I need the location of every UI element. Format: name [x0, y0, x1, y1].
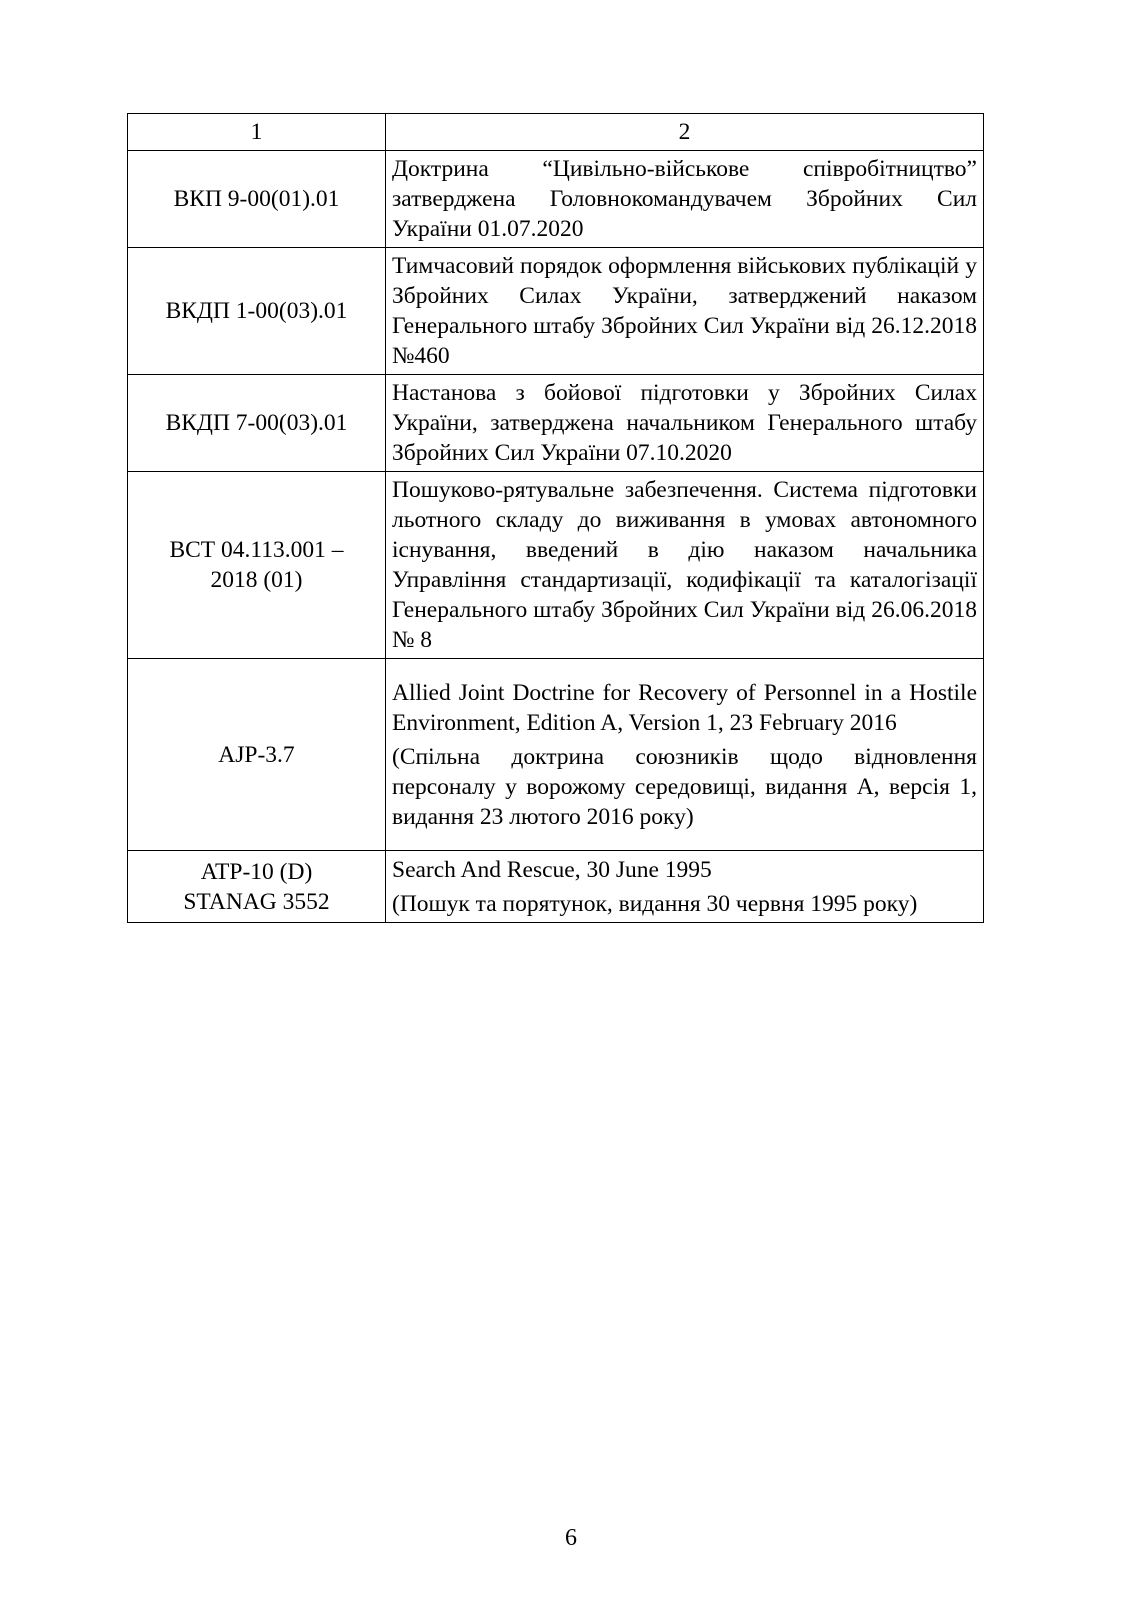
document-description-cell — [386, 659, 984, 851]
table-row — [128, 472, 984, 659]
document-description-cell — [386, 851, 984, 923]
document-code: ВКДП 1-00(03).01 — [165, 298, 348, 324]
document-description-translation: (Спільна доктрина союзників щодо відновлення персоналу у ворожому середовищі, видання А, версія 1, видання 23 лютого 2016 року) — [392, 743, 977, 830]
table-header-row — [128, 114, 984, 151]
document-code: ВКП 9-00(01).01 — [173, 186, 340, 212]
header-cell-2: 2 — [386, 114, 984, 151]
document-description-original: Allied Joint Doctrine for Recovery of Personnel in a Hostile Environment, Edition A, Version 1, 23 February 2016 — [392, 679, 977, 736]
document-description: Пошуково-рятувальне забезпечення. Система підготовки льотного складу до виживання в умовах автономного існування, введений в дію наказом начальника Управління стандартизації, кодифікації та каталогізації Генерального штабу Збройних Сил України від 26.06.2018 № 8 — [392, 477, 977, 653]
document-code-cell — [128, 851, 386, 923]
document-code-cell — [128, 151, 386, 248]
table-row — [128, 151, 984, 248]
document-description-cell — [386, 375, 984, 472]
document-description: Настанова з бойової підготовки у Збройних Силах України, затверджена начальником Генерального штабу Збройних Сил України 07.10.2020 — [392, 380, 977, 466]
table-row — [128, 659, 984, 851]
document-description-translation: (Пошук та порятунок, видання 30 червня 1995 року) — [392, 890, 918, 917]
header-cell-1: 1 — [128, 114, 386, 151]
document-code: ВКДП 7-00(03).01 — [165, 410, 348, 436]
document-code-cell — [128, 248, 386, 375]
document-description: Доктрина “Цивільно-військове співробітництво” затверджена Головнокомандувачем Збройних Сил України 01.07.2020 — [392, 156, 977, 242]
document-code: AJP-3.7 — [218, 741, 295, 768]
document-description-cell — [386, 151, 984, 248]
document-code-line-1: ВСТ 04.113.001 – — [169, 537, 344, 563]
document-description-original: Search And Rescue, 30 June 1995 — [392, 856, 712, 883]
table-row — [128, 375, 984, 472]
document-code-line-2: STANAG 3552 — [183, 888, 330, 915]
table-row — [128, 851, 984, 923]
document-code-line-1: ATP-10 (D) — [200, 858, 313, 885]
document-code-cell — [128, 375, 386, 472]
document-description: Тимчасовий порядок оформлення військових публікацій у Збройних Силах України, затверджений наказом Генерального штабу Збройних Сил України від 26.12.2018 №460 — [392, 253, 977, 369]
page-number: 6 — [565, 1525, 577, 1551]
references-table — [127, 113, 984, 923]
table-row — [128, 248, 984, 375]
document-code-cell — [128, 659, 386, 851]
document-code-line-2: 2018 (01) — [210, 567, 303, 593]
document-code-cell — [128, 472, 386, 659]
document-description-cell — [386, 248, 984, 375]
document-description-cell — [386, 472, 984, 659]
